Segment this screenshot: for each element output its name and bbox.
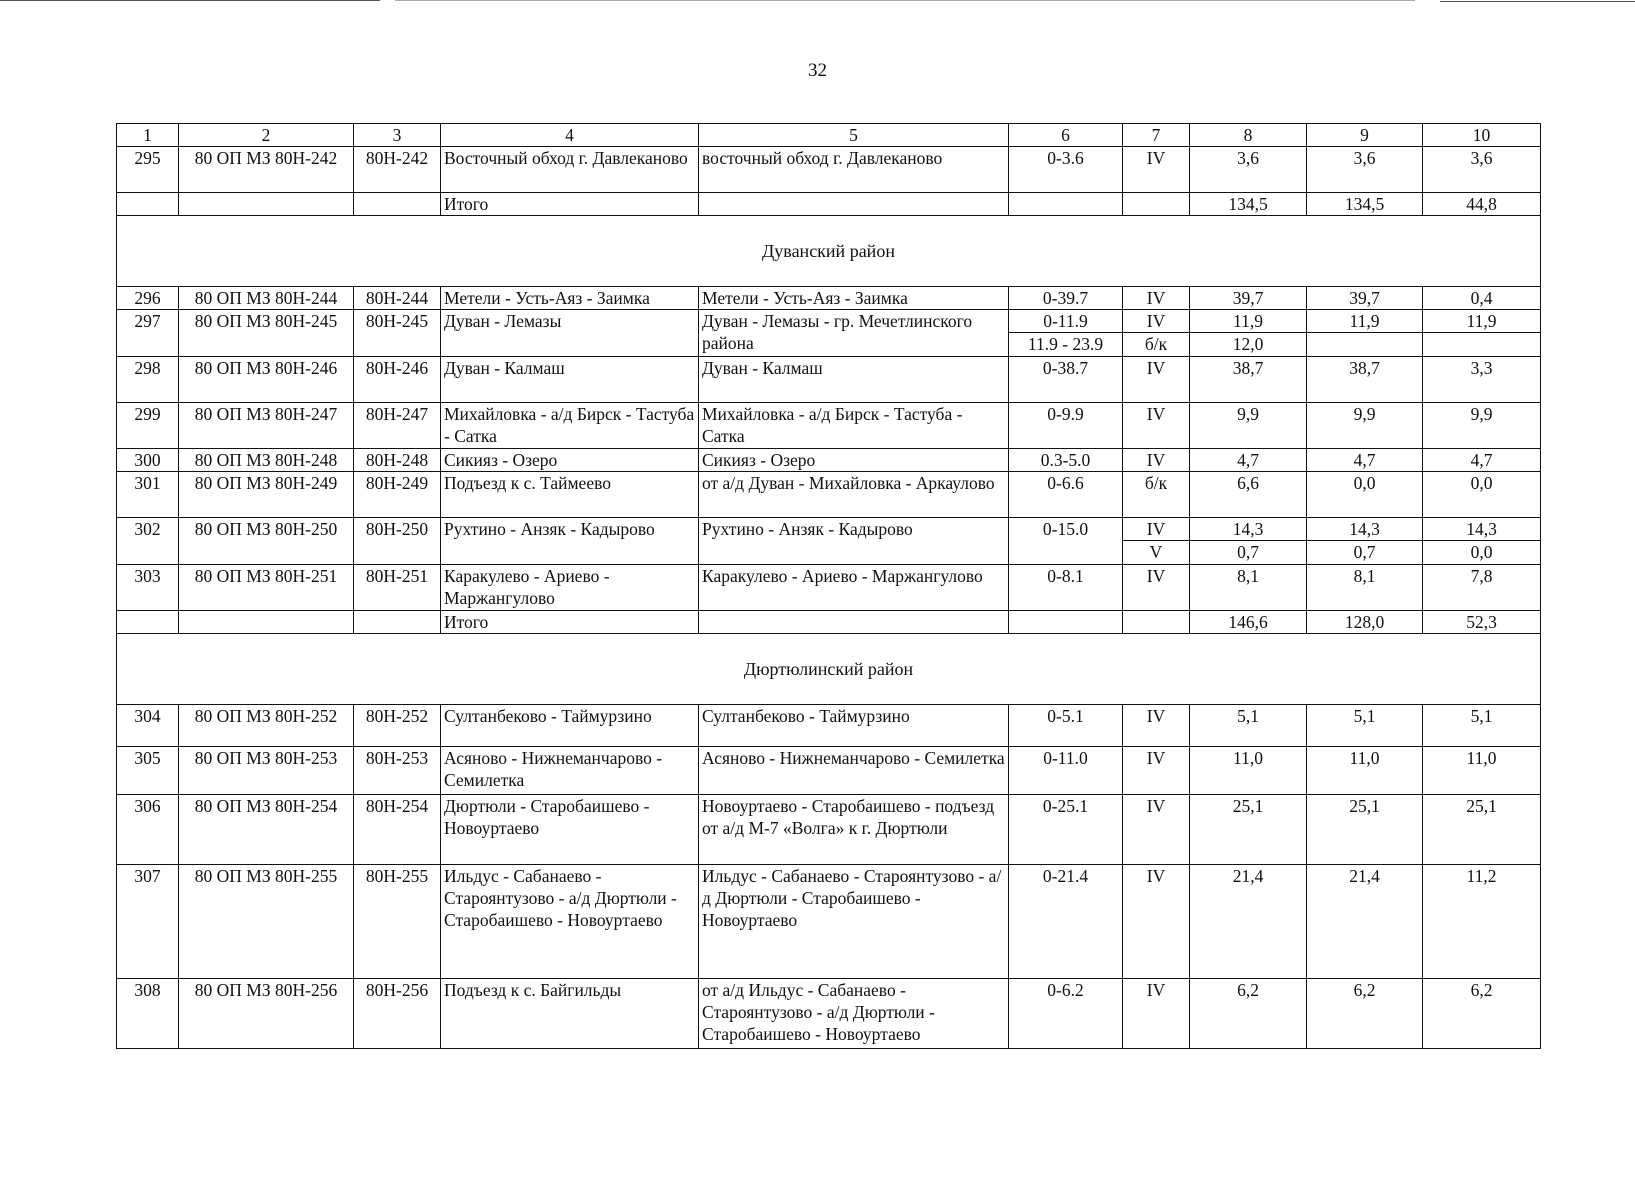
empty-cell: [1009, 611, 1123, 634]
district-heading: Дюртюлинский район: [117, 634, 1541, 705]
row-number: 304: [117, 705, 179, 747]
road-name: Дюртюли - Старобаишево - Новоуртаево: [441, 795, 699, 865]
empty-cell: [179, 611, 354, 634]
col10-value-2: [1423, 333, 1541, 357]
total-row: [117, 193, 1541, 216]
road-id: 80 ОП МЗ 80Н-244: [179, 287, 354, 310]
col10-value: 11,2: [1423, 865, 1541, 979]
total-col9: 128,0: [1307, 611, 1423, 634]
road-route: Новоуртаево - Старобаишево - подъезд от а/д М-7 «Волга» к г. Дюртюли: [699, 795, 1009, 865]
road-route: Асяново - Нижнеманчарово - Семилетка: [699, 747, 1009, 795]
col9-value: 6,2: [1307, 979, 1423, 1049]
empty-cell: [699, 193, 1009, 216]
road-short-id: 80Н-250: [354, 518, 441, 565]
header-cell: 10: [1423, 124, 1541, 147]
empty-cell: [179, 193, 354, 216]
header-cell: 8: [1190, 124, 1307, 147]
col9-value-2: 0,7: [1307, 541, 1423, 565]
road-row: [117, 565, 1541, 611]
col9-value: 11,0: [1307, 747, 1423, 795]
empty-cell: [354, 611, 441, 634]
road-short-id: 80Н-244: [354, 287, 441, 310]
total-col10: 44,8: [1423, 193, 1541, 216]
col9-value: 5,1: [1307, 705, 1423, 747]
row-number: 295: [117, 147, 179, 193]
col9-value: 0,0: [1307, 472, 1423, 518]
road-category-2: V: [1123, 541, 1190, 565]
road-category: IV: [1123, 705, 1190, 747]
road-name: Михайловка - а/д Бирск - Тастуба - Сатка: [441, 403, 699, 449]
col10-value: 0,0: [1423, 472, 1541, 518]
road-route: Сикияз - Озеро: [699, 449, 1009, 472]
road-category: IV: [1123, 403, 1190, 449]
col8-value: 14,3: [1190, 518, 1307, 541]
row-number: 298: [117, 357, 179, 403]
road-id: 80 ОП МЗ 80Н-254: [179, 795, 354, 865]
row-number: 296: [117, 287, 179, 310]
col10-value: 0,4: [1423, 287, 1541, 310]
row-number: 307: [117, 865, 179, 979]
empty-cell: [1009, 193, 1123, 216]
road-row: [117, 310, 1541, 333]
km-range: 0-8.1: [1009, 565, 1123, 611]
road-category: IV: [1123, 147, 1190, 193]
road-short-id: 80Н-245: [354, 310, 441, 357]
road-id: 80 ОП МЗ 80Н-247: [179, 403, 354, 449]
col10-value: 7,8: [1423, 565, 1541, 611]
row-number: 301: [117, 472, 179, 518]
road-short-id: 80Н-252: [354, 705, 441, 747]
road-row: [117, 357, 1541, 403]
road-id: 80 ОП МЗ 80Н-251: [179, 565, 354, 611]
road-row: [117, 795, 1541, 865]
roads-table: [116, 123, 1541, 1049]
col9-value: 21,4: [1307, 865, 1423, 979]
total-col8: 146,6: [1190, 611, 1307, 634]
road-short-id: 80Н-254: [354, 795, 441, 865]
road-short-id: 80Н-242: [354, 147, 441, 193]
road-category: б/к: [1123, 472, 1190, 518]
road-short-id: 80Н-246: [354, 357, 441, 403]
km-range: 0-11.9: [1009, 310, 1123, 333]
road-category: IV: [1123, 518, 1190, 541]
km-range-2: 11.9 - 23.9: [1009, 333, 1123, 357]
road-row: [117, 865, 1541, 979]
col10-value-2: 0,0: [1423, 541, 1541, 565]
total-col8: 134,5: [1190, 193, 1307, 216]
km-range: 0-21.4: [1009, 865, 1123, 979]
road-row: [117, 449, 1541, 472]
road-row: [117, 979, 1541, 1049]
km-range: 0-5.1: [1009, 705, 1123, 747]
row-number: 297: [117, 310, 179, 357]
col9-value: 8,1: [1307, 565, 1423, 611]
road-name: Сикияз - Озеро: [441, 449, 699, 472]
district-heading: Дуванский район: [117, 216, 1541, 287]
header-cell: 1: [117, 124, 179, 147]
road-route: Михайловка - а/д Бирск - Тастуба - Сатка: [699, 403, 1009, 449]
road-id: 80 ОП МЗ 80Н-242: [179, 147, 354, 193]
row-number: 303: [117, 565, 179, 611]
col8-value: 25,1: [1190, 795, 1307, 865]
col9-value: 9,9: [1307, 403, 1423, 449]
road-short-id: 80Н-248: [354, 449, 441, 472]
col9-value: 11,9: [1307, 310, 1423, 333]
row-number: 308: [117, 979, 179, 1049]
col10-value: 3,3: [1423, 357, 1541, 403]
col8-value: 6,2: [1190, 979, 1307, 1049]
col8-value: 4,7: [1190, 449, 1307, 472]
col8-value: 21,4: [1190, 865, 1307, 979]
empty-cell: [117, 193, 179, 216]
road-route: Дуван - Лемазы - гр. Мечетлинского района: [699, 310, 1009, 357]
km-range: 0-6.2: [1009, 979, 1123, 1049]
col10-value: 3,6: [1423, 147, 1541, 193]
col10-value: 25,1: [1423, 795, 1541, 865]
header-cell: 6: [1009, 124, 1123, 147]
road-name: Подъезд к с. Байгильды: [441, 979, 699, 1049]
road-id: 80 ОП МЗ 80Н-246: [179, 357, 354, 403]
road-id: 80 ОП МЗ 80Н-250: [179, 518, 354, 565]
total-row: [117, 611, 1541, 634]
km-range: 0-3.6: [1009, 147, 1123, 193]
road-route: от а/д Дуван - Михайловка - Аркаулово: [699, 472, 1009, 518]
road-category: IV: [1123, 287, 1190, 310]
road-route: Дуван - Калмаш: [699, 357, 1009, 403]
road-name: Каракулево - Ариево - Маржангулово: [441, 565, 699, 611]
row-number: 300: [117, 449, 179, 472]
col10-value: 5,1: [1423, 705, 1541, 747]
road-short-id: 80Н-255: [354, 865, 441, 979]
road-row: [117, 147, 1541, 193]
col9-value: 38,7: [1307, 357, 1423, 403]
road-row: [117, 518, 1541, 541]
road-category: IV: [1123, 310, 1190, 333]
road-row: [117, 472, 1541, 518]
district-row: [117, 634, 1541, 705]
col10-value: 6,2: [1423, 979, 1541, 1049]
km-range: 0-11.0: [1009, 747, 1123, 795]
road-id: 80 ОП МЗ 80Н-256: [179, 979, 354, 1049]
col8-value: 38,7: [1190, 357, 1307, 403]
road-category: IV: [1123, 747, 1190, 795]
col9-value: 3,6: [1307, 147, 1423, 193]
km-range: 0-25.1: [1009, 795, 1123, 865]
col9-value: 39,7: [1307, 287, 1423, 310]
road-name: Дуван - Лемазы: [441, 310, 699, 357]
road-route: Каракулево - Ариево - Маржангулово: [699, 565, 1009, 611]
road-route: от а/д Ильдус - Сабанаево - Староянтузово - а/д Дюртюли - Старобаишево - Новоуртаево: [699, 979, 1009, 1049]
road-category: IV: [1123, 357, 1190, 403]
road-route: восточный обход г. Давлеканово: [699, 147, 1009, 193]
row-number: 299: [117, 403, 179, 449]
col10-value: 11,9: [1423, 310, 1541, 333]
road-name: Султанбеково - Таймурзино: [441, 705, 699, 747]
header-cell: 2: [179, 124, 354, 147]
row-number: 302: [117, 518, 179, 565]
empty-cell: [1123, 193, 1190, 216]
col9-value: 4,7: [1307, 449, 1423, 472]
col8-value: 8,1: [1190, 565, 1307, 611]
road-row: [117, 747, 1541, 795]
road-name: Рухтино - Анзяк - Кадырово: [441, 518, 699, 565]
road-category: IV: [1123, 795, 1190, 865]
col10-value: 11,0: [1423, 747, 1541, 795]
empty-cell: [1123, 611, 1190, 634]
col10-value: 14,3: [1423, 518, 1541, 541]
total-col10: 52,3: [1423, 611, 1541, 634]
col9-value: 14,3: [1307, 518, 1423, 541]
road-name: Асяново - Нижнеманчарово - Семилетка: [441, 747, 699, 795]
km-range: 0-39.7: [1009, 287, 1123, 310]
header-row: [117, 124, 1541, 147]
col9-value-2: [1307, 333, 1423, 357]
col9-value: 25,1: [1307, 795, 1423, 865]
road-name: Дуван - Калмаш: [441, 357, 699, 403]
road-name: Ильдус - Сабанаево - Староянтузово - а/д Дюртюли - Старобаишево - Новоуртаево: [441, 865, 699, 979]
empty-cell: [354, 193, 441, 216]
col8-value: 3,6: [1190, 147, 1307, 193]
road-short-id: 80Н-247: [354, 403, 441, 449]
road-category: IV: [1123, 565, 1190, 611]
km-range: 0-9.9: [1009, 403, 1123, 449]
header-cell: 5: [699, 124, 1009, 147]
road-id: 80 ОП МЗ 80Н-245: [179, 310, 354, 357]
km-range: 0-38.7: [1009, 357, 1123, 403]
header-cell: 3: [354, 124, 441, 147]
total-label: Итого: [441, 611, 699, 634]
col8-value: 6,6: [1190, 472, 1307, 518]
header-cell: 7: [1123, 124, 1190, 147]
road-name: Восточный обход г. Давлеканово: [441, 147, 699, 193]
road-id: 80 ОП МЗ 80Н-249: [179, 472, 354, 518]
col8-value: 11,0: [1190, 747, 1307, 795]
empty-cell: [699, 611, 1009, 634]
road-route: Рухтино - Анзяк - Кадырово: [699, 518, 1009, 565]
district-row: [117, 216, 1541, 287]
row-number: 306: [117, 795, 179, 865]
road-id: 80 ОП МЗ 80Н-248: [179, 449, 354, 472]
km-range: 0.3-5.0: [1009, 449, 1123, 472]
col10-value: 9,9: [1423, 403, 1541, 449]
road-row: [117, 403, 1541, 449]
page-number: 32: [808, 60, 827, 81]
road-route: Султанбеково - Таймурзино: [699, 705, 1009, 747]
col10-value: 4,7: [1423, 449, 1541, 472]
total-label: Итого: [441, 193, 699, 216]
km-range: 0-15.0: [1009, 518, 1123, 565]
empty-cell: [117, 611, 179, 634]
top-scan-line: [0, 0, 1635, 3]
road-row: [117, 287, 1541, 310]
road-id: 80 ОП МЗ 80Н-253: [179, 747, 354, 795]
total-col9: 134,5: [1307, 193, 1423, 216]
road-id: 80 ОП МЗ 80Н-252: [179, 705, 354, 747]
road-category: IV: [1123, 865, 1190, 979]
row-number: 305: [117, 747, 179, 795]
road-short-id: 80Н-251: [354, 565, 441, 611]
header-cell: 4: [441, 124, 699, 147]
road-route: Метели - Усть-Аяз - Заимка: [699, 287, 1009, 310]
road-short-id: 80Н-249: [354, 472, 441, 518]
col8-value: 5,1: [1190, 705, 1307, 747]
km-range: 0-6.6: [1009, 472, 1123, 518]
road-category-2: б/к: [1123, 333, 1190, 357]
col8-value: 11,9: [1190, 310, 1307, 333]
road-short-id: 80Н-256: [354, 979, 441, 1049]
road-category: IV: [1123, 979, 1190, 1049]
road-name: Метели - Усть-Аяз - Заимка: [441, 287, 699, 310]
col8-value: 39,7: [1190, 287, 1307, 310]
col8-value-2: 12,0: [1190, 333, 1307, 357]
header-cell: 9: [1307, 124, 1423, 147]
road-category: IV: [1123, 449, 1190, 472]
col8-value-2: 0,7: [1190, 541, 1307, 565]
road-short-id: 80Н-253: [354, 747, 441, 795]
road-name: Подъезд к с. Таймеево: [441, 472, 699, 518]
road-id: 80 ОП МЗ 80Н-255: [179, 865, 354, 979]
road-route: Ильдус - Сабанаево - Староянтузово - а/д Дюртюли - Старобаишево - Новоуртаево: [699, 865, 1009, 979]
road-row: [117, 705, 1541, 747]
col8-value: 9,9: [1190, 403, 1307, 449]
